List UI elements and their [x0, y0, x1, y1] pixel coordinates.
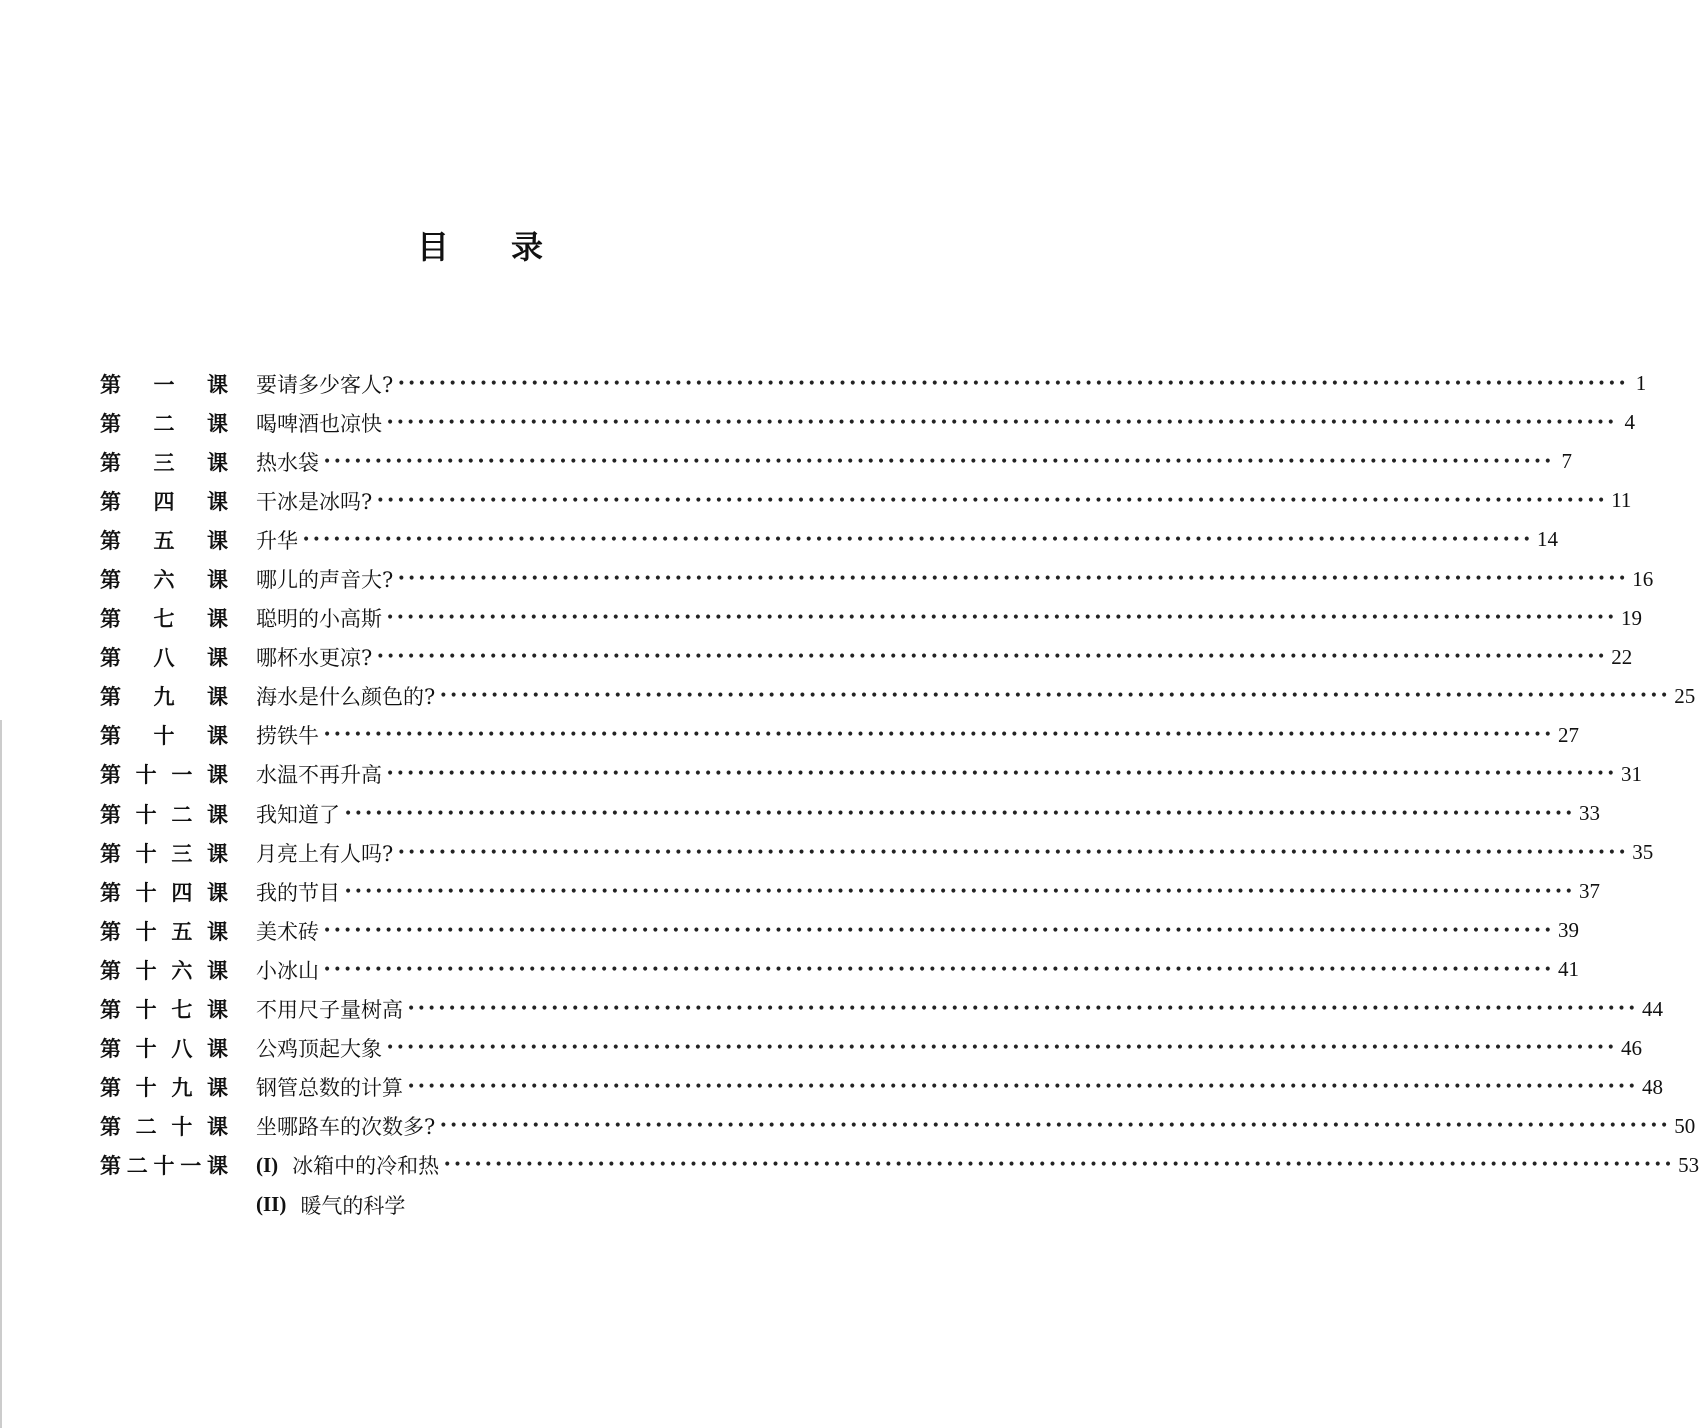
lesson-number: 第二十课 — [100, 1115, 243, 1140]
lesson-title: 哪儿的声音大? — [256, 568, 394, 593]
toc-entry[interactable] — [100, 638, 1633, 677]
toc-entry[interactable] — [100, 833, 1654, 872]
lesson-number: 第四课 — [100, 489, 261, 514]
lesson-number: 第十五课 — [100, 919, 243, 944]
dot-leader: •••••••••••••••••••••••••••••••••••••••••••••••••••••••••••••••••••••••••••••••••••••••••••••••••••••••••••••••••••••••• — [344, 883, 1575, 900]
lesson-number: 第十七课 — [100, 998, 243, 1023]
lesson-title: 小冰山 — [256, 958, 319, 983]
lesson-number: 第八课 — [100, 646, 261, 671]
dot-leader: •••••••••••••••••••••••••••••••••••••••••••••••••••••••••••••••••••••••••••••••••••••••••••••••••••••••••••••••••••••••• — [323, 453, 1554, 470]
table-of-contents — [100, 364, 1699, 1224]
lesson-number: 第十六课 — [100, 958, 243, 983]
entry-body — [256, 642, 1633, 672]
page-number: 19 — [1620, 605, 1642, 630]
page-number: 48 — [1641, 1074, 1663, 1099]
lesson-number: 第十二课 — [100, 802, 243, 827]
dot-leader: •••••••••••••••••••••••••••••••••••••••••••••••••••••••••••••••••••••••••••••••••••••••••••••••••••••••••••••••••••••••• — [323, 961, 1554, 978]
lesson-title: 我的节目 — [256, 880, 340, 905]
dot-leader: •••••••••••••••••••••••••••••••••••••••••••••••••••••••••••••••••••••••••••••••••••••••••••••••••••••••••••••••••••••••• — [386, 414, 1617, 431]
lesson-number: 第七课 — [100, 607, 261, 632]
page-number: 37 — [1578, 879, 1600, 904]
entry-body — [256, 720, 1579, 750]
dot-leader: •••••••••••••••••••••••••••••••••••••••••••••••••••••••••••••••••••••••••••••••••••••••••••••••••••••••••••••••••••••••• — [386, 610, 1617, 627]
lesson-number: 第二课 — [100, 411, 261, 436]
toc-entry[interactable] — [100, 364, 1647, 403]
entry-body — [256, 799, 1600, 829]
toc-entry[interactable] — [100, 1146, 1699, 1185]
lesson-title: 聪明的小高斯 — [256, 607, 382, 632]
dot-leader: •••••••••••••••••••••••••••••••••••••••••••••••••••••••••••••••••••••••••••••••••••••••••••••••••••••••••••••••••••••••• — [386, 1040, 1617, 1057]
lesson-title: 月亮上有人吗? — [256, 841, 394, 866]
dot-leader: •••••••••••••••••••••••••••••••••••••••••••••••••••••••••••••••••••••••••••••••••••••••••••••••••••••••••••••••••••••••• — [439, 1118, 1671, 1135]
scan-edge — [0, 720, 2, 1428]
lesson-number: 第十三课 — [100, 841, 243, 866]
page-number: 11 — [1611, 488, 1632, 513]
toc-entry[interactable] — [100, 1068, 1663, 1107]
lesson-number: 第五课 — [100, 528, 261, 553]
dot-leader: •••••••••••••••••••••••••••••••••••••••••••••••••••••••••••••••••••••••••••••••••••••••••••••••••••••••••••••••••••••••• — [386, 766, 1617, 783]
toc-entry[interactable] — [100, 911, 1579, 950]
dot-leader: •••••••••••••••••••••••••••••••••••••••••••••••••••••••••••••••••••••••••••••••••••••••••••••••••••••••••••••••••••••••• — [323, 727, 1554, 744]
dot-leader: •••••••••••••••••••••••••••••••••••••••••••••••••••••••••••••••••••••••••••••••••••••••••••••••••••••••••••••••••••••••• — [407, 1001, 1638, 1018]
lesson-number: 第六课 — [100, 568, 261, 593]
page-number: 31 — [1620, 761, 1642, 786]
toc-entry[interactable] — [100, 481, 1632, 520]
page-number: 53 — [1678, 1152, 1699, 1177]
toc-entry[interactable] — [100, 403, 1635, 442]
entry-body — [256, 1190, 830, 1220]
entry-body — [256, 525, 1558, 555]
dot-leader: •••••••••••••••••••••••••••••••••••••••••••••••••••••••••••••••••••••••••••••••••••••••••••••••••••••••••••••••••••••••• — [397, 844, 1629, 861]
lesson-title: 水温不再升高 — [256, 763, 382, 788]
dot-leader: •••••••••••••••••••••••••••••••••••••••••••••••••••••••••••••••••••••••••••••••••••••••••••••••••••••••••••••••••••••••• — [302, 531, 1533, 548]
lesson-number: 第三课 — [100, 450, 261, 475]
dot-leader: •••••••••••••••••••••••••••••••••••••••••••••••••••••••••••••••••••••••••••••••••••••••••••••••••••••••••••••••••••••••• — [407, 1079, 1638, 1096]
toc-entry[interactable] — [100, 755, 1642, 794]
entry-body — [256, 994, 1663, 1024]
page-number: 33 — [1578, 801, 1600, 826]
toc-entry[interactable] — [100, 950, 1579, 989]
title-char: 目 — [416, 228, 449, 266]
lesson-number: 第二十一课 — [100, 1154, 234, 1179]
toc-entry[interactable] — [100, 520, 1558, 559]
dot-leader: •••••••••••••••••••••••••••••••••••••••••••••••••••••••••••••••••••••••••••••••••••••••••••••••••••••••••••••••••••••••• — [443, 1157, 1675, 1174]
toc-entry[interactable] — [100, 677, 1696, 716]
lesson-number: 第十四课 — [100, 880, 243, 905]
entry-body — [256, 1072, 1663, 1102]
lesson-title: 干冰是冰吗? — [256, 489, 373, 514]
entry-body — [256, 955, 1579, 985]
lesson-title: 哪杯水更凉? — [256, 646, 373, 671]
lesson-number: 第十八课 — [100, 1037, 243, 1062]
dot-leader: •••••••••••••••••••••••••••••••••••••••••••••••••••••••••••••••••••••••••••••••••••••••••••••••••••••••••••••••••••••••• — [376, 649, 1608, 666]
lesson-title: 升华 — [256, 528, 298, 553]
lesson-number: 第十九课 — [100, 1076, 243, 1101]
page-number: 41 — [1557, 957, 1579, 982]
toc-entry[interactable] — [100, 1107, 1696, 1146]
page-title — [0, 222, 960, 268]
entry-body — [256, 1111, 1696, 1141]
dot-leader: •••••••••••••••••••••••••••••••••••••••••••••••••••••••••••••••••••••••••••••••••••••••••••••••••••••••••••••••••••••••• — [376, 492, 1608, 509]
entry-body — [256, 447, 1572, 477]
toc-entry[interactable] — [100, 872, 1600, 911]
lesson-title: 美术砖 — [256, 919, 319, 944]
lesson-title: 捞铁牛 — [256, 724, 319, 749]
toc-entry[interactable] — [100, 990, 1663, 1029]
toc-entry[interactable] — [100, 559, 1654, 598]
entry-body — [256, 759, 1642, 789]
entry-body — [256, 877, 1600, 907]
lesson-number: 第一课 — [100, 372, 261, 397]
page-number: 22 — [1611, 644, 1633, 669]
lesson-title: 不用尺子量树高 — [256, 998, 403, 1023]
lesson-title: 我知道了 — [256, 802, 340, 827]
page-number: 4 — [1624, 410, 1635, 435]
dot-leader: •••••••••••••••••••••••••••••••••••••••••••••••••••••••••••••••••••••••••••••••••••••••••••••••••••••••••••••••••••••••• — [344, 805, 1575, 822]
lesson-title: 海水是什么颜色的? — [256, 685, 436, 710]
page-number: 50 — [1674, 1113, 1696, 1138]
title-char: 录 — [511, 228, 544, 266]
lesson-title: 热水袋 — [256, 450, 319, 475]
toc-entry[interactable] — [100, 794, 1600, 833]
entry-body — [256, 369, 1647, 399]
dot-leader: •••••••••••••••••••••••••••••••••••••••••••••••••••••••••••••••••••••••••••••••••••••••••••••••••••••••••••••••••••••••• — [439, 688, 1671, 705]
lesson-title: 暖气的科学 — [300, 1193, 406, 1218]
lesson-number: 第十一课 — [100, 763, 243, 788]
lesson-title: 钢管总数的计算 — [256, 1076, 403, 1101]
subsection-label: (I) — [256, 1152, 279, 1177]
page-number: 27 — [1557, 722, 1579, 747]
toc-entry[interactable] — [100, 1029, 1642, 1068]
page-number: 16 — [1632, 566, 1654, 591]
page-number: 1 — [1635, 371, 1647, 396]
lesson-title: 喝啤酒也凉快 — [256, 411, 382, 436]
lesson-title: 冰箱中的冷和热 — [292, 1154, 440, 1179]
entry-body — [256, 1033, 1642, 1063]
toc-entry[interactable] — [100, 716, 1579, 755]
page-number: 35 — [1632, 840, 1654, 865]
dot-leader: •••••••••••••••••••••••••••••••••••••••••••••••••••••••••••••••••••••••••••••••••••••••••••••••••••••••••••••••••••••••• — [323, 922, 1554, 939]
page-number: 14 — [1536, 527, 1558, 552]
lesson-title: 公鸡顶起大象 — [256, 1037, 382, 1062]
entry-body — [256, 486, 1632, 516]
page-number: 46 — [1620, 1035, 1642, 1060]
page-number: 39 — [1557, 918, 1579, 943]
page-number: 25 — [1674, 683, 1696, 708]
entry-body — [256, 916, 1579, 946]
toc-entry[interactable] — [100, 1185, 830, 1224]
entry-body — [256, 838, 1654, 868]
entry-body — [256, 408, 1635, 438]
lesson-title: 要请多少客人? — [256, 372, 394, 397]
entry-body — [256, 603, 1642, 633]
entry-body — [256, 1150, 1699, 1180]
entry-body — [256, 681, 1696, 711]
lesson-title: 坐哪路车的次数多? — [256, 1115, 436, 1140]
page-number: 44 — [1641, 996, 1663, 1021]
lesson-number: 第九课 — [100, 685, 261, 710]
subsection-label: (II) — [256, 1192, 287, 1217]
dot-leader: •••••••••••••••••••••••••••••••••••••••••••••••••••••••••••••••••••••••••••••••••••••••••••••••••••••••••••••••••••••••• — [397, 375, 1629, 392]
lesson-number: 第十课 — [100, 724, 261, 749]
toc-entry[interactable] — [100, 599, 1642, 638]
toc-entry[interactable] — [100, 442, 1572, 481]
page-number: 7 — [1561, 449, 1572, 474]
entry-body — [256, 564, 1654, 594]
dot-leader: •••••••••••••••••••••••••••••••••••••••••••••••••••••••••••••••••••••••••••••••••••••••••••••••••••••••••••••••••••••••• — [397, 571, 1629, 588]
